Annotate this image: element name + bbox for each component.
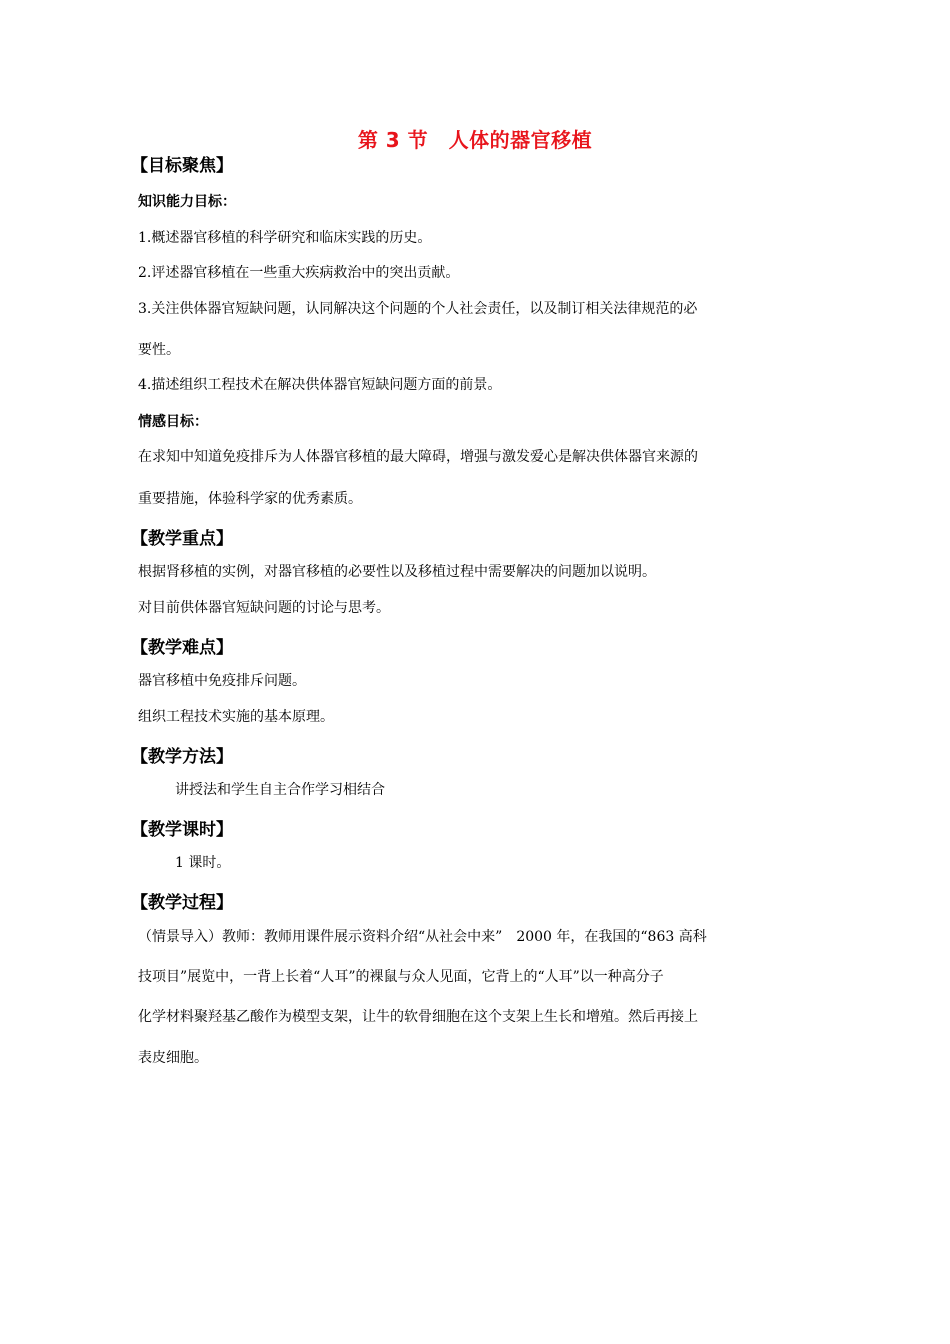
- key-point-line: 根据肾移植的实例，对器官移植的必要性以及移植过程中需要解决的问题加以说明。: [138, 564, 656, 580]
- knowledge-goal-item-continued: 要性。: [138, 342, 180, 358]
- section-heading-difficulties: 【教学难点】: [131, 638, 233, 658]
- difficulty-line: 器官移植中免疫排斥问题。: [138, 673, 306, 689]
- subheading-emotion-goals: 情感目标：: [138, 414, 208, 430]
- section-heading-process: 【教学过程】: [131, 893, 233, 913]
- knowledge-goal-item: 2.评述器官移植在一些重大疾病救治中的突出贡献。: [138, 265, 460, 281]
- knowledge-goal-item: 1.概述器官移植的科学研究和临床实践的历史。: [138, 230, 432, 246]
- subheading-knowledge-goals: 知识能力目标：: [138, 194, 236, 210]
- emotion-goal-line: 重要措施，体验科学家的优秀素质。: [138, 491, 362, 507]
- difficulty-line: 组织工程技术实施的基本原理。: [138, 709, 334, 725]
- section-heading-goals: 【目标聚焦】: [131, 156, 233, 176]
- process-paragraph-line: 表皮细胞。: [138, 1050, 208, 1066]
- hours-text: 1 课时。: [175, 855, 231, 871]
- emotion-goal-line: 在求知中知道免疫排斥为人体器官移植的最大障碍，增强与激发爱心是解决供体器官来源的: [138, 449, 698, 465]
- page-title: 第 3 节 人体的器官移植: [357, 128, 593, 152]
- process-paragraph-line: 技项目”展览中，一背上长着“人耳”的裸鼠与众人见面，它背上的“人耳”以一种高分子: [138, 969, 664, 985]
- process-paragraph-line: 化学材料聚羟基乙酸作为模型支架，让牛的软骨细胞在这个支架上生长和增殖。然后再接上: [138, 1009, 698, 1025]
- knowledge-goal-item: 4.描述组织工程技术在解决供体器官短缺问题方面的前景。: [138, 377, 502, 393]
- key-point-line: 对目前供体器官短缺问题的讨论与思考。: [138, 600, 390, 616]
- section-heading-method: 【教学方法】: [131, 747, 233, 767]
- section-heading-hours: 【教学课时】: [131, 820, 233, 840]
- section-heading-key-points: 【教学重点】: [131, 529, 233, 549]
- method-text: 讲授法和学生自主合作学习相结合: [175, 782, 385, 798]
- knowledge-goal-item: 3.关注供体器官短缺问题，认同解决这个问题的个人社会责任，以及制订相关法律规范的必: [138, 301, 698, 317]
- process-paragraph-line: （情景导入）教师：教师用课件展示资料介绍“从社会中来” 2000 年，在我国的“863 高科: [138, 929, 707, 945]
